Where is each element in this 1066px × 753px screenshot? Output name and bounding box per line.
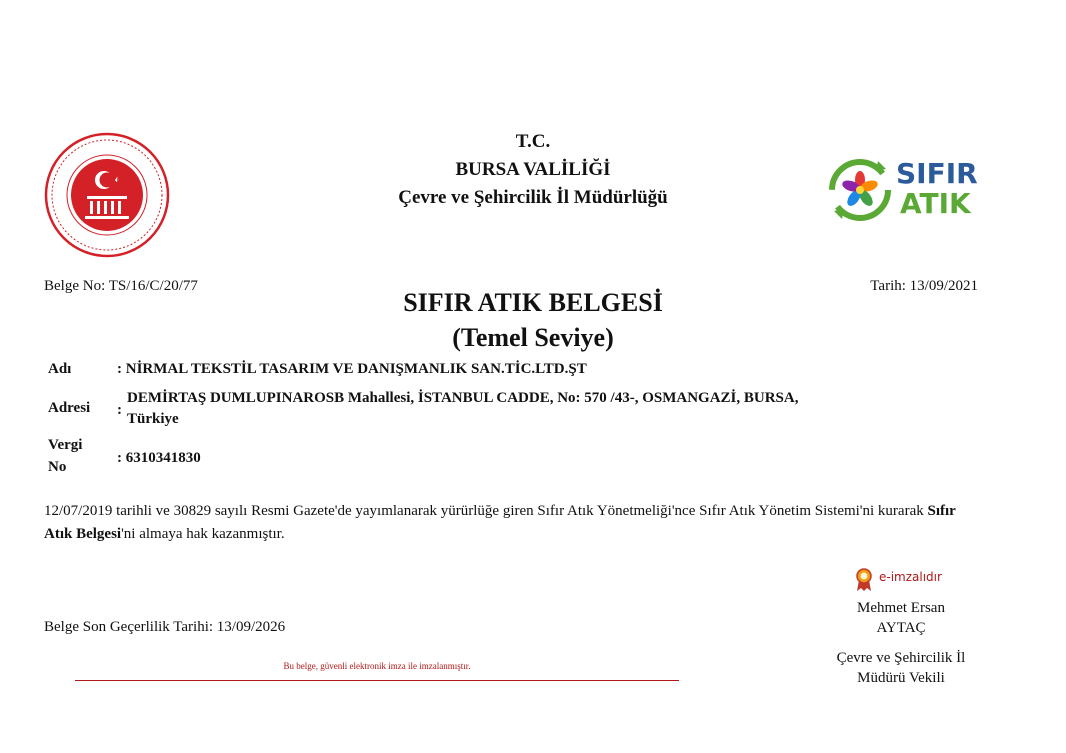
address-label: Adresi: [48, 400, 91, 416]
statement-text-bold: Sıfır Atık Belgesi: [44, 503, 956, 542]
signer-name-line-2: AYTAÇ: [876, 620, 926, 636]
sifir-atik-logo: [826, 155, 986, 225]
address-colon: :: [117, 402, 122, 418]
header-tc: T.C.: [515, 131, 551, 152]
header-directorate: Çevre ve Şehircilik İl Müdürlüğü: [398, 187, 668, 208]
tax-no-value: : 6310341830: [117, 450, 201, 466]
document-date: Tarih: 13/09/2021: [870, 278, 978, 294]
signer-title-line-1: Çevre ve Şehircilik İl: [836, 650, 966, 666]
tax-no-label-1: Vergi: [48, 437, 83, 453]
address-line-1: DEMİRTAŞ DUMLUPINAROSB Mahallesi, İSTANBUL CADDE, No: 570 /43-, OSMANGAZİ, BURSA,: [127, 390, 799, 406]
name-label: Adı: [48, 361, 72, 377]
header-governorship: BURSA VALİLİĞİ: [455, 159, 611, 180]
name-value: : NİRMAL TEKSTİL TASARIM VE DANIŞMANLIK SAN.TİC.LTD.ŞT: [117, 361, 587, 377]
certificate-statement: [44, 500, 984, 546]
logo-word-sifir: SIFIR: [896, 157, 978, 190]
document-title: SIFIR ATIK BELGESİ: [403, 288, 663, 317]
e-signature-label: e-imzalıdır: [879, 570, 942, 584]
logo-word-atik: ATIK: [900, 187, 971, 220]
signer-name-line-1: Mehmet Ersan: [857, 600, 945, 616]
statement-text-1: 12/07/2019 tarihli ve 30829 sayılı Resmi Gazete'de yayımlanarak yürürlüğe giren Sıfır Atık Yönetmeliği'nce Sıfır Atık Yönetim Sistemi'ni kurarak: [44, 503, 928, 519]
address-line-2: Türkiye: [127, 411, 179, 427]
signer-title-line-2: Müdürü Vekili: [857, 670, 945, 686]
footnote-divider: [75, 680, 679, 681]
validity-date: Belge Son Geçerlilik Tarihi: 13/09/2026: [44, 619, 286, 635]
document-number: Belge No: TS/16/C/20/77: [44, 278, 198, 294]
tax-no-label-2: No: [48, 459, 67, 475]
statement-text-2: 'ni almaya hak kazanmıştır.: [121, 526, 285, 542]
award-ribbon-icon: [855, 568, 873, 592]
e-signature-badge: [855, 568, 965, 590]
document-subtitle: (Temel Seviye): [452, 323, 614, 352]
e-signature-footnote: Bu belge, güvenli elektronik imza ile imzalanmıştır.: [283, 661, 471, 671]
